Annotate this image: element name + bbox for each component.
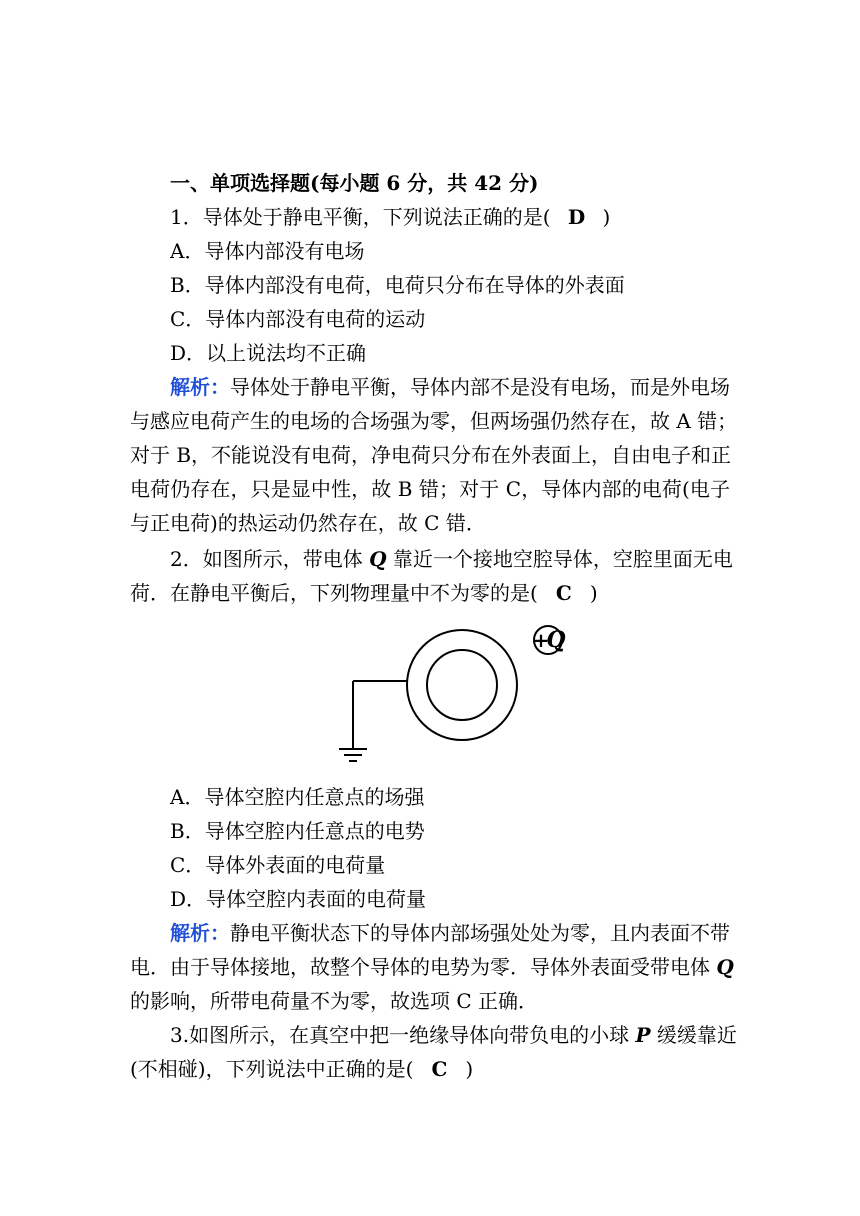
question-1-stem-text: 1．导体处于静电平衡，下列说法正确的是( bbox=[170, 205, 551, 229]
question-3-answer: C bbox=[431, 1057, 448, 1081]
question-2-option-b: B．导体空腔内任意点的电势 bbox=[170, 819, 425, 843]
question-3-stem-text-cont: 缓缓靠近 bbox=[650, 1023, 737, 1047]
analysis-label: 解析： bbox=[170, 921, 230, 945]
question-2-option-a: A．导体空腔内任意点的场强 bbox=[170, 785, 425, 809]
question-2-stem-line-2 bbox=[130, 576, 730, 610]
question-3-stem-line-1 bbox=[170, 1018, 737, 1052]
analysis-label: 解析： bbox=[170, 375, 230, 399]
cavity-inner-surface bbox=[427, 650, 497, 720]
question-3-stem-close: ) bbox=[465, 1057, 474, 1081]
question-3-ball-symbol: P bbox=[635, 1023, 651, 1047]
question-1-analysis-line-5: 与正电荷)的热运动仍然存在，故 C 错． bbox=[130, 511, 486, 535]
question-2-stem-close: ) bbox=[589, 581, 598, 605]
question-1-option-c: C．导体内部没有电荷的运动 bbox=[170, 307, 426, 331]
question-2-stem-text: 2．如图所示，带电体 bbox=[170, 547, 370, 571]
question-2-answer: C bbox=[555, 581, 572, 605]
charged-body-label: Q bbox=[546, 627, 566, 653]
question-1-option-d: D．以上说法均不正确 bbox=[170, 341, 367, 365]
question-2-stem-text-2: 荷．在静电平衡后，下列物理量中不为零的是( bbox=[130, 581, 538, 605]
question-3-stem-text: 3.如图所示，在真空中把一绝缘导体向带负电的小球 bbox=[170, 1023, 636, 1047]
question-2-charge-symbol: Q bbox=[369, 547, 387, 571]
conductor-outer-surface bbox=[407, 630, 517, 740]
question-2-analysis-line-3: 的影响，所带电荷量不为零，故选项 C 正确． bbox=[130, 989, 539, 1013]
analysis-text: 静电平衡状态下的导体内部场强处处为零，且内表面不带 bbox=[230, 921, 730, 945]
question-1-analysis-line-3: 对于 B，不能说没有电荷，净电荷只分布在外表面上，自由电子和正 bbox=[130, 443, 732, 467]
charged-body-sign: + bbox=[532, 628, 550, 652]
question-2-stem-line-1 bbox=[170, 542, 733, 576]
question-3-stem-text-2: (不相碰)，下列说法中正确的是( bbox=[130, 1057, 414, 1081]
question-1-option-a: A．导体内部没有电场 bbox=[170, 239, 365, 263]
question-2-figure bbox=[330, 615, 590, 775]
question-1-analysis-line-2: 与感应电荷产生的电场的合场强为零，但两场强仍然存在，故 A 错； bbox=[130, 409, 738, 433]
question-2-option-d: D．导体空腔内表面的电荷量 bbox=[170, 887, 427, 911]
question-1-option-b: B．导体内部没有电荷，电荷只分布在导体的外表面 bbox=[170, 273, 625, 297]
ground-symbol-icon bbox=[339, 749, 367, 761]
question-1-analysis-line-1 bbox=[170, 370, 730, 404]
question-1-answer: D bbox=[567, 205, 586, 229]
question-1-stem-close: ) bbox=[602, 205, 611, 229]
analysis-text-2: 电．由于导体接地，故整个导体的电势为零．导体外表面受带电体 bbox=[130, 955, 717, 979]
section-title: 一、单项选择题(每小题 6 分，共 42 分) bbox=[170, 171, 539, 195]
question-3-stem-line-2 bbox=[130, 1052, 730, 1086]
question-2-stem-text-cont: 靠近一个接地空腔导体，空腔里面无电 bbox=[386, 547, 733, 571]
analysis-charge-symbol: Q bbox=[716, 955, 734, 979]
analysis-text: 导体处于静电平衡，导体内部不是没有电场，而是外电场 bbox=[230, 375, 730, 399]
question-2-analysis-line-1 bbox=[170, 916, 730, 950]
question-1-analysis-line-4: 电荷仍存在，只是显中性，故 B 错；对于 C，导体内部的电荷(电子 bbox=[130, 477, 730, 501]
question-2-analysis-line-2 bbox=[130, 950, 734, 984]
question-1-stem bbox=[170, 200, 770, 234]
question-2-option-c: C．导体外表面的电荷量 bbox=[170, 853, 386, 877]
